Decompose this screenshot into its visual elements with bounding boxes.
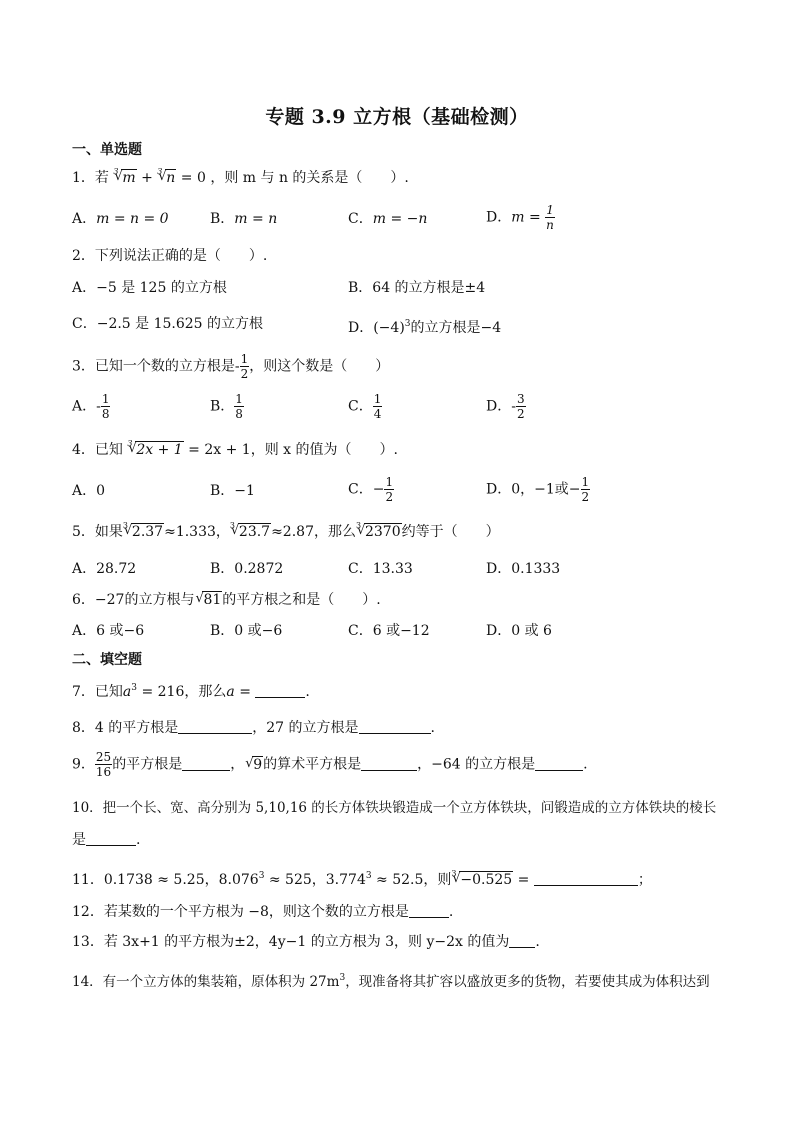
question-7-text: = 216，那么 xyxy=(141,684,227,700)
fraction: $\frac{1}{n}$ xyxy=(546,203,554,232)
answer-blank[interactable] xyxy=(534,871,638,886)
option-value: m = xyxy=(511,209,541,226)
question-4 xyxy=(72,440,398,460)
question-9-text: 的平方根是 xyxy=(112,756,183,773)
question-11-text: ≈ 525，3.774 xyxy=(268,872,366,888)
q6-option-b[interactable]: B．0 或−6 xyxy=(210,623,283,639)
question-6-prefix: 6．−27的立方根与 xyxy=(72,592,195,608)
root-index: √ 3 xyxy=(113,167,119,176)
option-value: m = n xyxy=(234,211,278,227)
equals-sign: = xyxy=(239,684,251,700)
question-2: 2．下列说法正确的是（ ）. xyxy=(72,248,268,264)
root-index: √ 3 xyxy=(229,521,235,530)
question-7 xyxy=(72,678,310,702)
option-letter: A． xyxy=(72,211,97,227)
q5-option-d[interactable]: D．0.1333 xyxy=(486,561,561,577)
exponent: 3 xyxy=(339,973,346,983)
variable-a: a xyxy=(226,684,235,700)
question-9 xyxy=(72,750,588,779)
question-13 xyxy=(72,932,540,952)
answer-blank[interactable] xyxy=(255,683,305,698)
question-12-prefix: 12．若某数的一个平方根为 −8，则这个数的立方根是 xyxy=(72,904,409,920)
q3-option-a[interactable] xyxy=(72,392,110,421)
exponent: 3 xyxy=(258,871,265,881)
answer-blank[interactable] xyxy=(361,756,417,771)
q1-option-a[interactable] xyxy=(72,209,169,229)
period: . xyxy=(305,684,310,700)
q2-option-c[interactable]: C．−2.5 是 15.625 的立方根 xyxy=(72,316,264,332)
option-letter: D．- xyxy=(486,398,516,415)
q1-option-b[interactable] xyxy=(210,209,277,229)
option-letter: C． xyxy=(348,211,373,227)
question-1-prefix: 1．若 xyxy=(72,170,109,186)
answer-blank[interactable] xyxy=(86,831,136,846)
fraction: $\frac{1}{2}$ xyxy=(581,475,590,504)
fraction: $\frac{1}{8}$ xyxy=(101,392,110,421)
question-10-line-2 xyxy=(72,830,140,850)
question-9-prefix: 9． xyxy=(72,756,95,773)
option-value: m = n = 0 xyxy=(96,211,169,227)
question-5-text: ≈2.87，那么 xyxy=(271,524,356,540)
question-14 xyxy=(72,968,710,992)
root-index: √ 3 xyxy=(355,521,362,530)
q3-option-d[interactable] xyxy=(486,392,526,421)
variable-a: a xyxy=(122,684,132,700)
question-6-suffix: 的平方根之和是（ ）. xyxy=(222,592,381,608)
question-3-suffix: ，则这个数是（ ） xyxy=(249,358,390,375)
q3-option-b[interactable] xyxy=(210,392,244,421)
question-14-text: ，现准备将其扩容以盛放更多的货物，若要使其成为体积达到 xyxy=(345,974,710,990)
question-11-prefix: 11．0.1738 ≈ 5.25，8.076 xyxy=(72,872,259,888)
fraction: $\frac{25}{16}$ xyxy=(95,750,112,779)
question-5-prefix: 5．如果 xyxy=(72,524,123,540)
section-single-choice: 一、单选题 xyxy=(72,142,142,158)
option-letter: C．− xyxy=(348,481,385,498)
option-letter: A．- xyxy=(72,398,101,415)
cube-root-2370: √ 3 2370 xyxy=(356,522,402,542)
cube-root-n: √ 3 n xyxy=(157,168,176,188)
question-4-prefix: 4．已知 xyxy=(72,442,123,458)
q1-option-c[interactable] xyxy=(348,209,427,229)
q6-option-d[interactable]: D．0 或 6 xyxy=(486,623,552,639)
question-8-prefix: 8．4 的平方根是 xyxy=(72,720,179,736)
q4-option-a[interactable]: A．0 xyxy=(72,483,106,499)
square-root-81: √ 81 xyxy=(194,590,222,610)
option-letter: C． xyxy=(348,398,373,415)
answer-blank[interactable] xyxy=(182,756,230,771)
answer-blank[interactable] xyxy=(178,719,252,734)
q4-option-b[interactable]: B．−1 xyxy=(210,483,255,499)
question-3 xyxy=(72,352,389,381)
fraction: $\frac{1}{4}$ xyxy=(373,392,382,421)
question-9-text: ，−64 的立方根是 xyxy=(417,756,536,773)
q2-option-a[interactable]: A．−5 是 125 的立方根 xyxy=(72,280,227,296)
question-5-text: ≈1.333， xyxy=(164,524,230,540)
answer-blank[interactable] xyxy=(409,903,449,918)
exponent: 3 xyxy=(404,319,411,329)
question-10-text: 是 xyxy=(72,832,86,848)
answer-blank[interactable] xyxy=(359,719,431,734)
q1-option-d[interactable] xyxy=(486,203,555,232)
question-1-eq: = 0 xyxy=(180,170,206,186)
equals-sign: = xyxy=(517,872,530,888)
cube-root-neg-0-525: √ 3 −0.525 xyxy=(451,870,513,890)
exponent: 3 xyxy=(365,871,372,881)
question-13-prefix: 13．若 3x+1 的平方根为±2，4y−1 的立方根为 3，则 y−2x 的值为 xyxy=(72,934,510,950)
q4-option-d[interactable] xyxy=(486,475,590,504)
option-letter: D． xyxy=(486,209,512,226)
page-title: 专题 3.9 立方根（基础检测） xyxy=(265,106,529,128)
cube-root-m: √ 3 m xyxy=(113,168,136,188)
question-8 xyxy=(72,718,435,738)
option-letter: B． xyxy=(210,211,235,227)
question-7-prefix: 7．已知 xyxy=(72,684,123,700)
question-12 xyxy=(72,902,453,922)
question-10-line-1: 10．把一个长、宽、高分别为 5,10,16 的长方体铁块锻造成一个立方体铁块，问锻造成的立方体铁块的棱长 xyxy=(72,800,717,816)
exponent: 3 xyxy=(131,683,138,693)
fraction: $\frac{1}{8}$ xyxy=(235,392,243,421)
cube-root-23-7: √ 3 23.7 xyxy=(230,522,271,542)
q4-option-c[interactable] xyxy=(348,475,394,504)
option-letter: D．0，−1或− xyxy=(486,481,581,498)
question-4-suffix: = 2x + 1，则 x 的值为（ ）. xyxy=(188,442,398,458)
q5-option-a[interactable]: A．28.72 xyxy=(72,561,137,577)
square-root-9: √ 9 xyxy=(244,755,263,775)
root-index: √ 3 xyxy=(127,439,133,448)
q2-option-b[interactable]: B．64 的立方根是±4 xyxy=(348,280,486,296)
question-11 xyxy=(72,866,652,890)
cube-root-2x-plus-1: √ 3 2x + 1 xyxy=(127,440,183,460)
question-9-text: ， xyxy=(230,756,245,773)
cube-root-2-37: √ 3 2.37 xyxy=(123,522,164,542)
option-value: m = −n xyxy=(372,211,428,227)
fraction: $\frac{3}{2}$ xyxy=(516,392,525,421)
period: . xyxy=(136,832,141,848)
question-3-prefix: 3．已知一个数的立方根是- xyxy=(72,358,240,375)
root-index: √ 3 xyxy=(122,521,129,530)
option-text: 的立方根是−4 xyxy=(410,320,502,336)
answer-blank[interactable] xyxy=(535,756,583,771)
question-5 xyxy=(72,522,500,542)
period: . xyxy=(583,756,588,773)
semicolon: ； xyxy=(637,872,652,888)
section-fill-blank: 二、填空题 xyxy=(72,652,142,668)
question-8-text: ，27 的立方根是 xyxy=(252,720,359,736)
q5-option-b[interactable]: B．0.2872 xyxy=(210,561,284,577)
question-14-prefix: 14．有一个立方体的集装箱，原体积为 27m xyxy=(72,974,340,990)
question-11-text: ≈ 52.5，则 xyxy=(376,872,452,888)
question-5-suffix: 约等于（ ） xyxy=(401,524,500,540)
question-1: 1．若 √ 3 m + √ 3 n = 0 ，则 m 与 n 的关系是（ ）. xyxy=(72,168,409,188)
fraction: $\frac{1}{2}$ xyxy=(385,475,394,504)
answer-blank[interactable] xyxy=(509,933,535,948)
q5-option-c[interactable]: C．13.33 xyxy=(348,561,413,577)
question-9-text: 的算术平方根是 xyxy=(263,756,362,773)
option-letter: B． xyxy=(210,398,235,415)
period: . xyxy=(535,934,540,950)
root-index: √ 3 xyxy=(157,167,163,176)
q2-option-d[interactable] xyxy=(348,314,501,338)
question-6 xyxy=(72,590,381,610)
question-1-suffix: ，则 m 与 n 的关系是（ ）. xyxy=(210,170,409,186)
root-index: √ 3 xyxy=(451,869,457,878)
q6-option-a[interactable]: A．6 或−6 xyxy=(72,623,145,639)
q6-option-c[interactable]: C．6 或−12 xyxy=(348,623,430,639)
period: . xyxy=(430,720,435,736)
period: . xyxy=(448,904,454,920)
q3-option-c[interactable] xyxy=(348,392,382,421)
option-text: D．(−4) xyxy=(348,320,405,336)
fraction: $\frac{1}{2}$ xyxy=(240,352,249,381)
